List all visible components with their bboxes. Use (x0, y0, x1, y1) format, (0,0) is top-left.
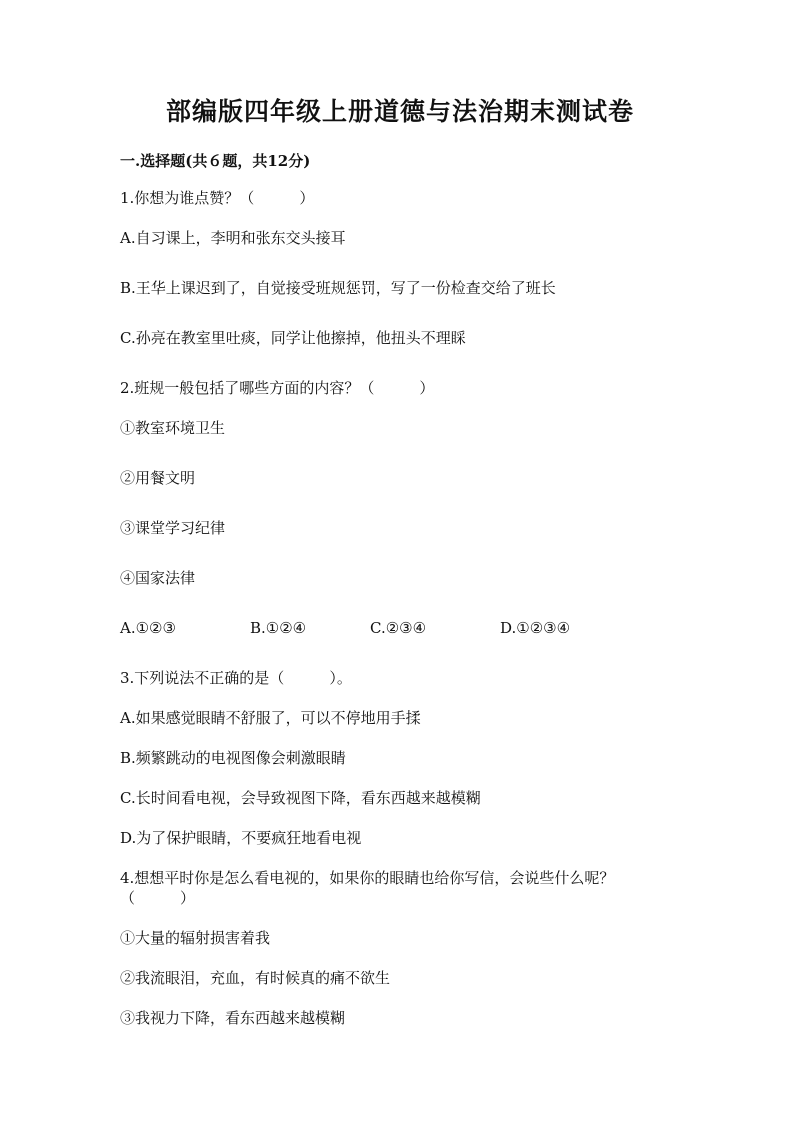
question-3-option-c: C.长时间看电视，会导致视图下降，看东西越来越模糊 (120, 789, 481, 807)
question-2-item: ③课堂学习纪律 (120, 519, 226, 537)
question-3-option-d: D.为了保护眼睛，不要疯狂地看电视 (120, 829, 362, 847)
page-title: 部编版四年级上册道德与法治期末测试卷 (165, 97, 634, 126)
question-4-item: ③我视力下降，看东西越来越模糊 (120, 1009, 346, 1027)
question-4-item: ①大量的辐射损害着我 (120, 929, 271, 947)
question-4-stem: 4.想想平时你是怎么看电视的，如果你的眼睛也给你写信，会说些什么呢？（ ） (120, 869, 615, 907)
question-3-option-b: B.频繁跳动的电视图像会刺激眼睛 (120, 749, 346, 767)
question-2-stem: 2.班规一般包括了哪些方面的内容？（ ） (120, 379, 435, 397)
question-1-stem: 1.你想为谁点赞？（ ） (120, 189, 315, 207)
question-2-item: ②用餐文明 (120, 469, 196, 487)
question-2-options (120, 618, 720, 638)
question-2-item: ④国家法律 (120, 569, 196, 587)
question-2-item: ①教室环境卫生 (120, 419, 226, 437)
question-2-option-c: C.②③④ (370, 619, 427, 637)
question-3-stem: 3.下列说法不正确的是（ ）。 (120, 669, 352, 687)
question-1-option-a: A.自习课上，李明和张东交头接耳 (120, 229, 346, 247)
question-3-option-a: A.如果感觉眼睛不舒服了，可以不停地用手揉 (120, 709, 421, 727)
section-heading: 一.选择题(共６题，共12分) (120, 152, 311, 170)
question-2-option-b: B.①②④ (250, 619, 307, 637)
question-4-item: ②我流眼泪，充血，有时候真的痛不欲生 (120, 969, 391, 987)
question-1-option-c: C.孙亮在教室里吐痰，同学让他擦掉，他扭头不理睬 (120, 329, 466, 347)
question-2-option-a: A.①②③ (120, 619, 176, 637)
question-2-option-d: D.①②③④ (500, 619, 571, 637)
question-1-option-b: B.王华上课迟到了，自觉接受班规惩罚，写了一份检查交给了班长 (120, 279, 556, 297)
